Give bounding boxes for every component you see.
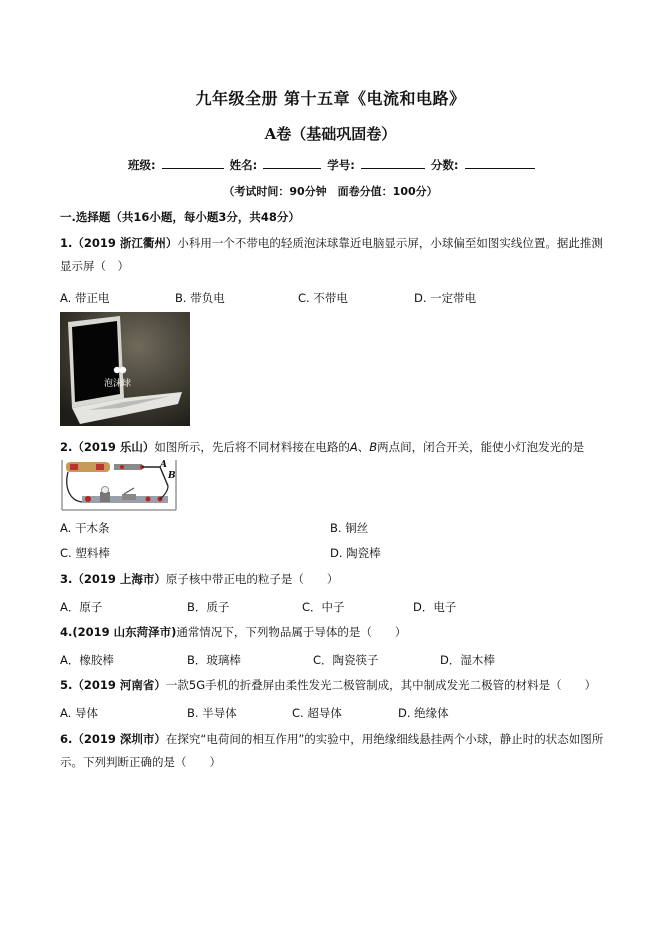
question-source: （2019 乐山）: [72, 440, 155, 454]
option-a[interactable]: A．原子: [60, 600, 103, 614]
option-c[interactable]: C. 不带电: [298, 291, 348, 305]
option-d[interactable]: D. 陶瓷棒: [330, 546, 381, 560]
question-text: 小科用一个不带电的轻质泡沫球靠近电脑显示屏，小球偏至如图实线位置。据此推测: [177, 236, 603, 250]
question-text: 一款5G手机的折叠屏由柔性发光二极管制成，其中制成发光二极管的材料是（ ）: [165, 678, 597, 692]
point-a-label: A: [349, 440, 358, 454]
laptop-figure: [60, 312, 190, 426]
question-3-options: [60, 599, 608, 619]
question-text: 如图所示，先后将不同材料接在电路的: [154, 440, 350, 454]
option-d[interactable]: D. 绝缘体: [398, 706, 449, 720]
question-1-options: [60, 290, 608, 310]
question-5-options: [60, 705, 608, 725]
class-label: 班级:: [128, 158, 156, 172]
question-number: 3.: [60, 572, 73, 586]
question-number: 2.: [60, 440, 73, 454]
question-6: [60, 728, 608, 774]
id-blank[interactable]: [361, 157, 425, 169]
bulb-icon: [102, 487, 109, 494]
figure-point-a: A: [160, 460, 167, 470]
option-d[interactable]: D. 一定带电: [414, 291, 477, 305]
question-5: [60, 674, 608, 697]
question-2: [60, 436, 608, 459]
option-c[interactable]: C. 塑料棒: [60, 546, 110, 560]
student-info-row: [128, 157, 537, 173]
option-a[interactable]: A．橡胶棒: [60, 653, 114, 667]
id-label: 学号:: [327, 158, 355, 172]
name-blank[interactable]: [263, 157, 321, 169]
question-text: 两点间，闭合开关，能使小灯泡发光的是: [377, 440, 585, 454]
score-blank[interactable]: [465, 157, 535, 169]
option-a[interactable]: A. 带正电: [60, 291, 110, 305]
switch-icon: [122, 494, 136, 500]
option-a[interactable]: A. 干木条: [60, 521, 110, 535]
question-4-options: [60, 652, 608, 672]
option-b[interactable]: B. 铜丝: [330, 521, 369, 535]
question-2-options-row2: [60, 545, 608, 565]
option-b[interactable]: B．质子: [187, 600, 230, 614]
question-source: （2019 深圳市）: [72, 732, 166, 746]
option-c[interactable]: C. 超导体: [292, 706, 342, 720]
option-c[interactable]: C．中子: [302, 600, 345, 614]
question-source: （2019 浙江衢州）: [72, 236, 178, 250]
question-number: 6.: [60, 732, 73, 746]
option-c[interactable]: C．陶瓷筷子: [313, 653, 379, 667]
score-label: 分数:: [430, 158, 459, 172]
page-subtitle: A卷（基础巩固卷）: [264, 125, 397, 143]
question-2-options-row1: [60, 520, 608, 540]
question-number: 1.: [60, 236, 73, 250]
option-d[interactable]: D．电子: [413, 600, 457, 614]
question-number: 5.: [60, 678, 73, 692]
laptop-screen: [72, 321, 120, 402]
question-source: （2019 河南省）: [72, 678, 166, 692]
point-b-label: B: [369, 440, 378, 454]
option-b[interactable]: B．玻璃棒: [187, 653, 241, 667]
name-label: 姓名:: [229, 158, 258, 172]
option-a[interactable]: A. 导体: [60, 706, 98, 720]
foam-ball-icon: [114, 367, 120, 373]
page-title: 九年级全册 第十五章《电流和电路》: [195, 89, 466, 108]
foam-ball-label: 泡沫球: [104, 379, 132, 389]
question-text: 原子核中带正电的粒子是（ ）: [165, 572, 339, 586]
exam-meta: （考试时间：90分钟 面卷分值：100分）: [223, 185, 438, 198]
class-blank[interactable]: [162, 157, 224, 169]
section-title: 一.选择题（共16小题，每小题3分，共48分）: [60, 210, 300, 224]
question-source: （2019 上海市）: [72, 572, 166, 586]
figure-point-b: B: [168, 471, 176, 481]
question-text: 显示屏（ ）: [60, 259, 129, 273]
separator: 、: [357, 440, 370, 454]
question-text: 示。下列判断正确的是（ ）: [60, 755, 221, 769]
question-source: (2019 山东菏泽市): [72, 625, 177, 639]
question-number: 4.: [60, 625, 73, 639]
question-text: 通常情况下，下列物品属于导体的是（ ）: [176, 625, 407, 639]
option-d[interactable]: D．湿木棒: [440, 653, 495, 667]
option-b[interactable]: B. 半导体: [187, 706, 237, 720]
circuit-figure: [60, 458, 178, 512]
option-b[interactable]: B. 带负电: [175, 291, 225, 305]
question-1: [60, 232, 608, 278]
question-text: 在探究“电荷间的相互作用”的实验中，用绝缘细线悬挂两个小球，静止时的状态如图所: [165, 732, 604, 746]
question-3: [60, 568, 608, 591]
question-4: [60, 621, 608, 644]
